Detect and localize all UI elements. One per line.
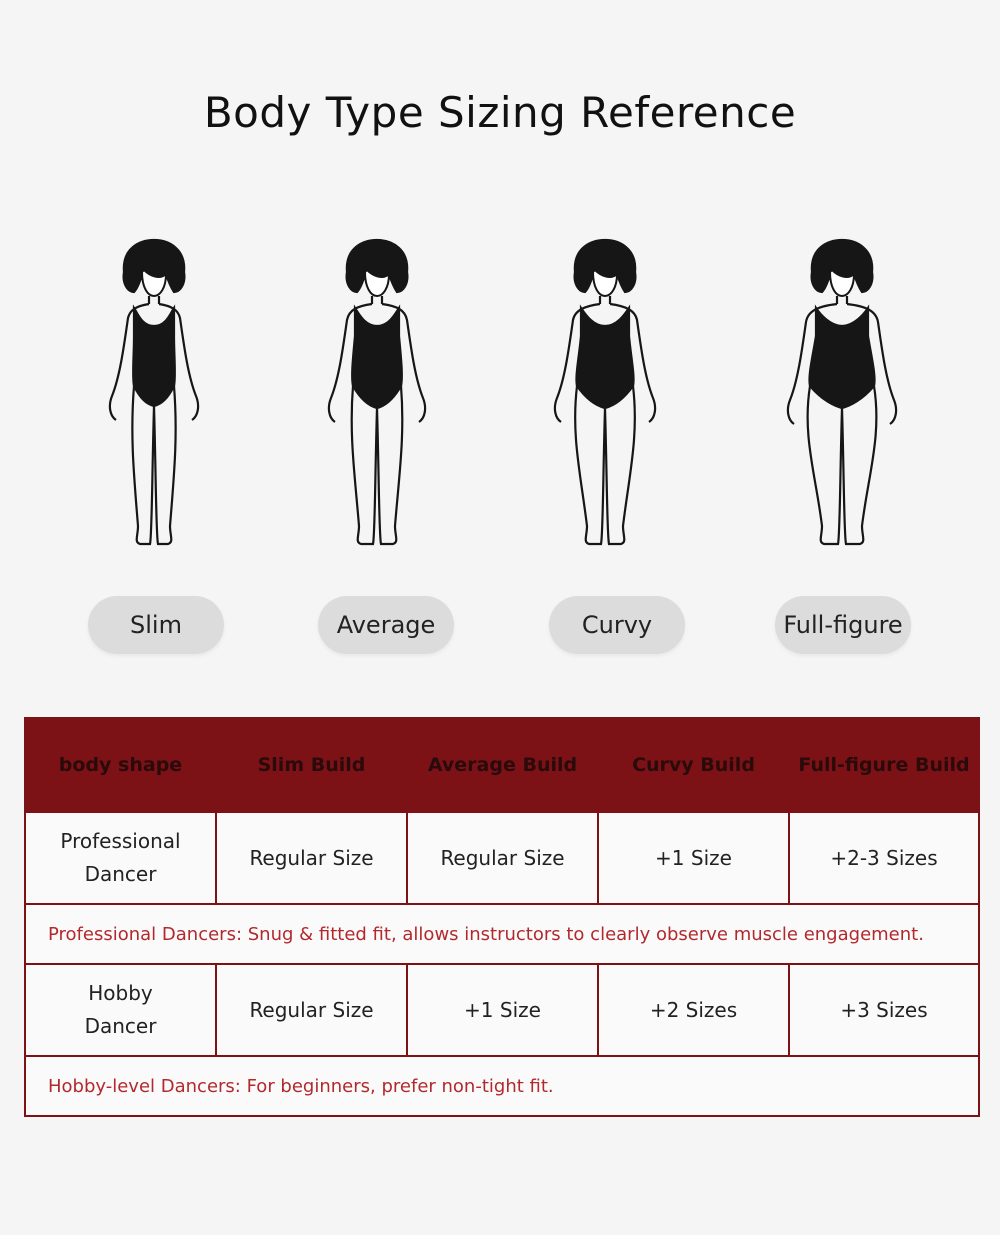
header-average-build: Average Build [407,718,598,812]
slim-figure-icon [94,236,214,552]
table-cell: +3 Sizes [789,964,979,1056]
row-label-line: Dancer [84,862,157,886]
table-cell: +2-3 Sizes [789,812,979,904]
note-row [25,904,979,964]
table-row [25,812,979,904]
table-cell: +1 Size [407,964,598,1056]
table-cell: Regular Size [216,964,407,1056]
header-curvy-build: Curvy Build [598,718,789,812]
full-figure-figure-icon [782,236,902,552]
table-header-row [25,718,979,812]
body-type-pill-average[interactable]: Average [318,596,454,654]
body-type-pill-slim[interactable]: Slim [88,596,224,654]
header-slim-build: Slim Build [216,718,407,812]
average-figure-icon [317,236,437,552]
body-type-pill-curvy[interactable]: Curvy [549,596,685,654]
body-type-pill-full-figure[interactable]: Full-figure [775,596,911,654]
row-label-line: Professional [60,829,181,853]
row-label-line: Hobby [88,981,153,1005]
table-cell: +2 Sizes [598,964,789,1056]
table-cell: Regular Size [216,812,407,904]
table-cell: +1 Size [598,812,789,904]
row-label-professional [25,812,216,904]
sizing-table [24,717,980,1117]
row-label-line: Dancer [84,1014,157,1038]
hobby-note: Hobby-level Dancers: For beginners, prefer non-tight fit. [25,1056,979,1116]
row-label-hobby [25,964,216,1056]
professional-note: Professional Dancers: Snug & fitted fit, allows instructors to clearly observe muscle engagement. [25,904,979,964]
note-row [25,1056,979,1116]
table-row [25,964,979,1056]
table-cell: Regular Size [407,812,598,904]
curvy-figure-icon [545,236,665,552]
header-body-shape: body shape [25,718,216,812]
page-title: Body Type Sizing Reference [203,88,797,137]
header-full-figure-build: Full-figure Build [789,718,979,812]
